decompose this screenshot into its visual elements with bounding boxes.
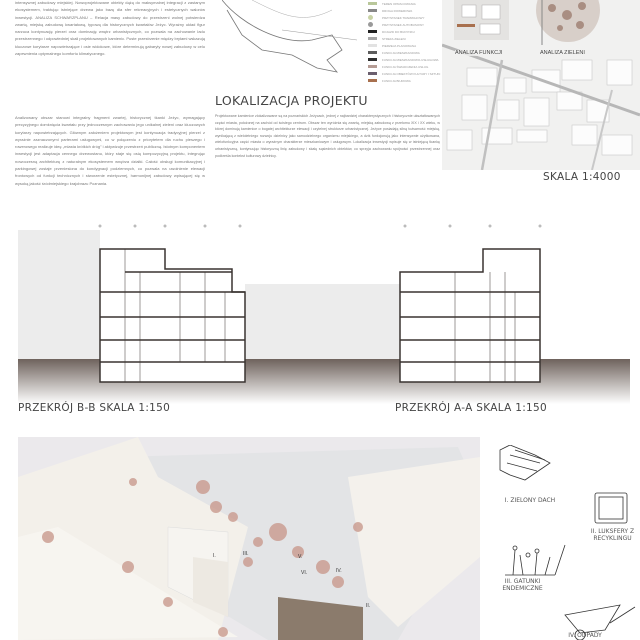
analysis-greenery-label: ANALIZA ZIELENI <box>540 50 585 56</box>
strategy-label-glass-blocks: II. LUKSFERY Z RECYKLINGU <box>590 528 635 542</box>
location-map-outline <box>222 0 357 75</box>
map-legend <box>368 0 442 84</box>
legend-item: PRZYSTANEK AUTOBUSOWY <box>368 21 442 28</box>
legend-item: FUNKCJA OBIEKTÓW KULTURY I SZTUKI <box>368 70 442 77</box>
strategy-label-waste: IV. ODPADY <box>568 632 602 639</box>
legend-item: FUNKCJA MIESZKANIOWA <box>368 49 442 56</box>
analysis-functions-label: ANALIZA FUNKCJI <box>455 50 503 56</box>
legend-item: FUNKCJA BIUROWA <box>368 77 442 84</box>
axo-marker: II. <box>366 603 371 609</box>
axo-marker: III. <box>243 551 249 557</box>
section-aa-building <box>400 249 540 382</box>
axo-marker: V. <box>298 554 303 560</box>
legend-item: FUNKCJA MIESZKANIOWO-USŁUGOWA <box>368 56 442 63</box>
strategy-label-endemic-species: III. GATUNKI ENDEMICZNE <box>502 578 543 592</box>
strategy-icons <box>495 445 640 640</box>
section-bb-building <box>100 249 245 382</box>
legend-item: STREFA ZIELENI <box>368 35 442 42</box>
strategy-label-green-roof: I. ZIELONY DACH <box>504 497 556 504</box>
site-map-scale: SKALA 1:4000 <box>543 171 621 183</box>
legend-item: PIERZEJA PLANOWANA <box>368 42 442 49</box>
axonometric-view <box>18 437 480 640</box>
glass-block-icon <box>595 493 627 523</box>
green-roof-icon <box>500 445 550 480</box>
legend-item: FUNKCJA ŚWIADCZENIA USŁUG <box>368 63 442 70</box>
axo-marker: VI. <box>301 570 308 576</box>
endemic-plants-icon <box>505 545 565 575</box>
axo-marker: IV. <box>336 568 342 574</box>
legend-item: PRZYSTANEK TRAMWAJOWY <box>368 14 442 21</box>
legend-item: DROGA ROWEROWA <box>368 7 442 14</box>
legend-item: TEREN OPRACOWANIA <box>368 0 442 7</box>
intro-paragraph-1: intensywnej zabudowy miejskiej. Nowoprojektowane obiekty dążą do maksymalnej integracji z zastanym ekosystemem, traktując istniejące drzewa jako bazę dla sfer rekreacyjnych i estetycznych walorów inwestycji. ANALIZA SCHWARZPLANU – Relacja masy zabudowy do przestrzeni wolnej potwierdza zwartą, miejską zabudowę kwartałową, typową dla historycznych kwartałów Jeżyc. Wyraźny układ figur narzuca kontynuację pierzei oraz dominację wnętrz urbanistycznych, co pozwala na zachowanie ładu przestrzennego i odpowiedniej skali projektowanych kamienic. Puste przestrzenie między bryłami wskazują kluczowe korytarze napowietrzające i osie widokowe, które determinują gabaryty nowej zabudowy w celu zapewnienia optymalnego komfortu klimatycznego. <box>15 0 205 57</box>
sections-drawing <box>0 222 640 407</box>
location-title: LOKALIZACJA PROJEKTU <box>215 93 368 108</box>
axo-marker: I. <box>213 553 216 559</box>
site-plan-map <box>442 0 640 170</box>
intro-paragraph-2: Analizowany obszar stanowi integralny fragment zwartej, historycznej tkanki Jeżyc, wymagający precyzyjnego domknięcia kwartału przy jednoczesnym zachowaniu jego unikalnej zieleni oraz kluczowych korytarzy napowietrzających. Głównym założeniem projektowym jest kontynuacja tradycyjnej pierzei z wyraźnie zaznaczonymi parterami usługowymi, co w połączeniu z priorytetem dla ruchu pieszego i rowerowego realizuje ideę „miasta krótkich dróg” i aktywizuje przestrzeń publiczną. Istotnym komponentem inwestycji jest adaptacja cennego drzewostanu, który staje się osią kompozycyjną projektu, integrując nowoczesną architekturę z naturalnym ekosystemem wnętrza działki. Całość obsługi komunikacyjnej i parkingowej zostaje przeniesiona do kondygnacji podziemnych, co pozwala na uwolnienie elewacji frontowych od funkcji technicznych i stworzenie estetycznej, harmonijnej zabudowy wpisującej się w wysoką jakość śródmiejskiego krajobrazu Poznania. <box>15 115 205 186</box>
legend-item: DOJAZD DO BUDYNKU <box>368 28 442 35</box>
section-aa-title: PRZEKRÓJ A-A SKALA 1:150 <box>395 402 547 414</box>
section-bb-title: PRZEKRÓJ B-B SKALA 1:150 <box>18 402 171 414</box>
location-text: Projektowane kamienice zlokalizowane są na poznańskich Jeżycach, jednej z najbardziej charakterystycznych i historycznie ukształtowanych części miasta, położonej na zachód od ścisłego centrum. Obszar ten wyróżnia się zwartą, miejską zabudową z przełomu XIX i XX wieku, w której dominują kamienice o bogatej architekturze elewacji i czytelnej strukturze urbanistycznej. Jeżyce posiadają silną tożsamość miejską, wynikającą z wieloletniego rozwoju dzielnicy jako samodzielnego organizmu miejskiego, a dziś funkcjonują jako intensywnie użytkowana, wielofunkcyjna część miasta o wyraźnym charakterze mieszkaniowym i usługowym. Lokalizacja inwestycji wpisuje się w istniejącą tkankę urbanistyczną, kontynuując historyczną linię zabudowy i skalę sąsiednich obiektów, co sprzyja zachowaniu spójności przestrzennej oraz podkreśla kontekst kulturowy dzielnicy. <box>215 114 440 158</box>
